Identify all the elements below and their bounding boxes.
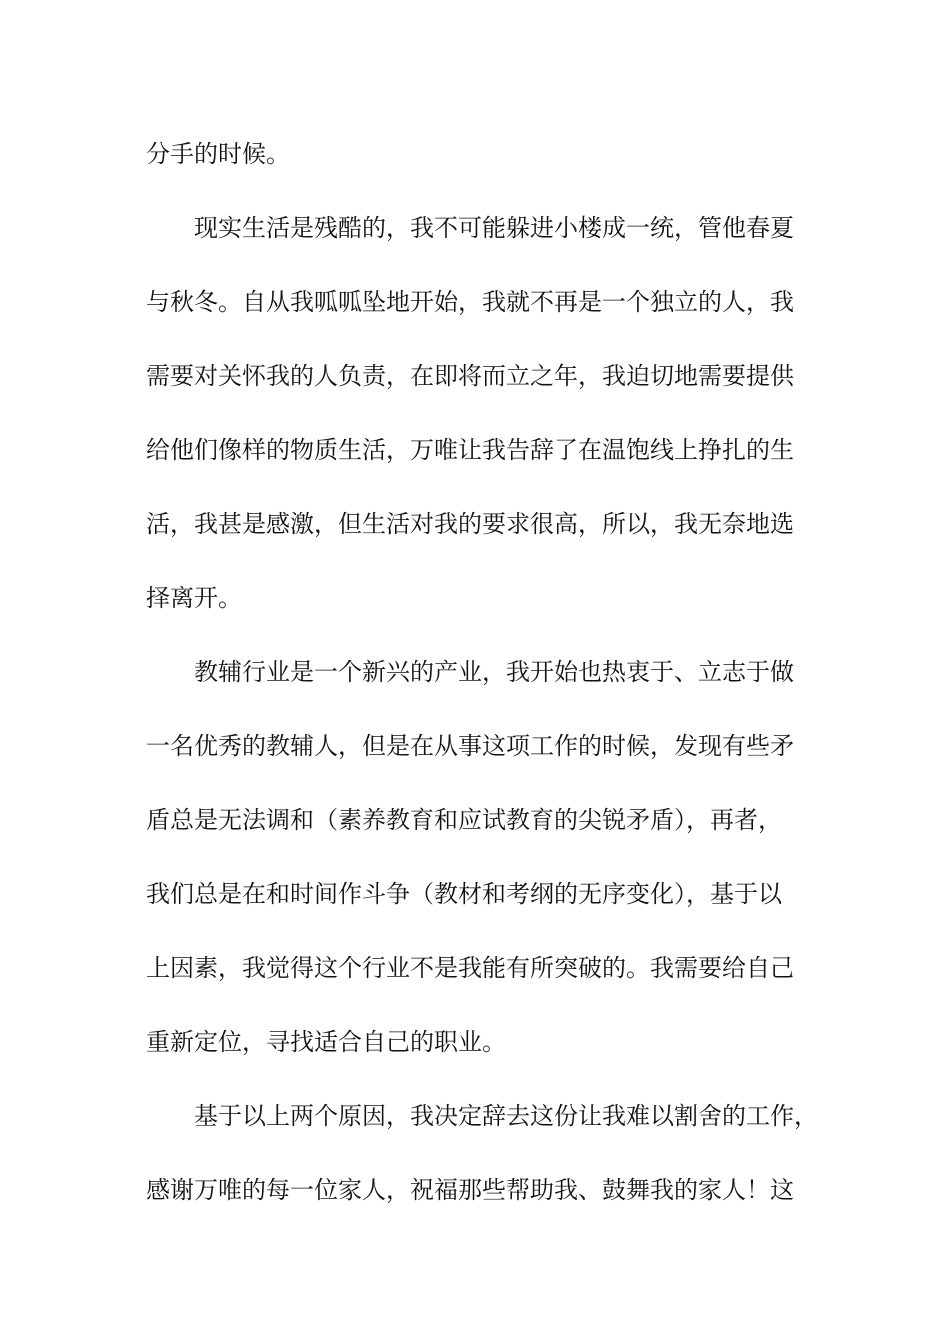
text-line: 上因素，我觉得这个行业不是我能有所突破的。我需要给自己 — [146, 954, 794, 982]
text-line: 一名优秀的教辅人，但是在从事这项工作的时候，发现有些矛 — [146, 732, 794, 760]
text-line: 感谢万唯的每一位家人，祝福那些帮助我、鼓舞我的家人！这 — [146, 1176, 794, 1204]
text-line: 分手的时候。 — [146, 140, 290, 168]
paragraph-first-line: 基于以上两个原因，我决定辞去这份让我难以割舍的工作， — [194, 1102, 818, 1130]
text-line: 择离开。 — [146, 584, 242, 612]
text-line: 盾总是无法调和（素养教育和应试教育的尖锐矛盾），再者， — [146, 806, 782, 834]
text-line: 重新定位，寻找适合自己的职业。 — [146, 1028, 506, 1056]
text-line: 与秋冬。自从我呱呱坠地开始，我就不再是一个独立的人，我 — [146, 288, 794, 316]
text-line: 需要对关怀我的人负责，在即将而立之年，我迫切地需要提供 — [146, 362, 794, 390]
paragraph-first-line: 现实生活是残酷的，我不可能躲进小楼成一统，管他春夏 — [194, 214, 794, 242]
text-line: 活，我甚是感激，但生活对我的要求很高，所以，我无奈地选 — [146, 510, 794, 538]
paragraph-first-line: 教辅行业是一个新兴的产业，我开始也热衷于、立志于做 — [194, 658, 794, 686]
text-line: 给他们像样的物质生活，万唯让我告辞了在温饱线上挣扎的生 — [146, 436, 794, 464]
text-line: 我们总是在和时间作斗争（教材和考纲的无序变化），基于以 — [146, 880, 782, 908]
